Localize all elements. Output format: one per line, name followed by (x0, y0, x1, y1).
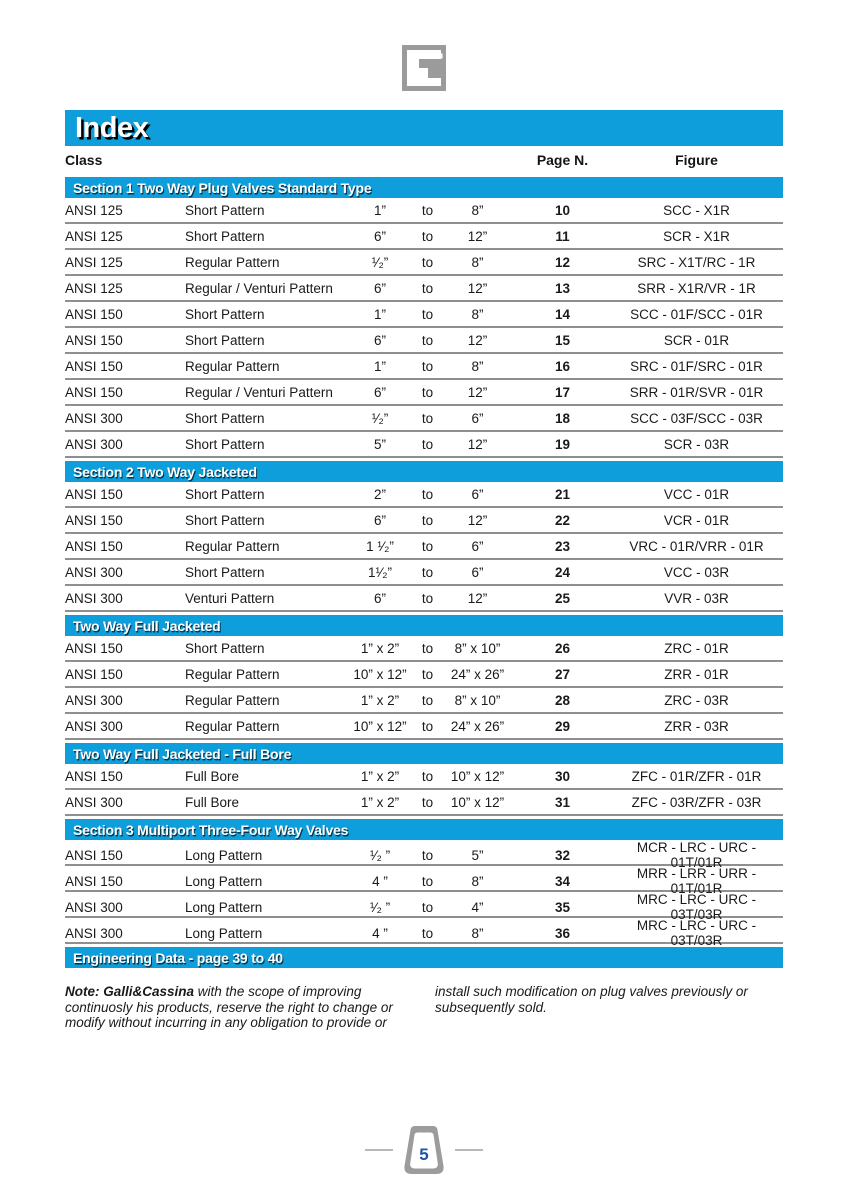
section-header-bar (65, 819, 783, 840)
class-cell: ANSI 150 (65, 306, 123, 322)
size-from-cell: 1” (373, 358, 386, 374)
class-cell: ANSI 150 (65, 332, 123, 348)
table-row (65, 432, 783, 458)
page-number-cell: 16 (554, 358, 571, 374)
size-to-cell: 12” (467, 384, 488, 400)
size-to-cell: 10” x 12” (450, 768, 505, 784)
figure-cell: ZRC - 01R (664, 640, 729, 656)
size-from-cell: 1” x 2” (360, 768, 400, 784)
class-cell: ANSI 300 (65, 410, 123, 426)
size-from-cell: ¹⁄₂ ” (369, 899, 391, 915)
pattern-cell: Short Pattern (185, 306, 265, 322)
page-title-bar (65, 110, 783, 146)
size-to-cell: 8” (471, 202, 484, 218)
size-to-cell: 12” (467, 436, 488, 452)
size-from-cell: 10” x 12” (353, 718, 407, 734)
to-label: to (421, 512, 434, 528)
to-label: to (421, 768, 434, 784)
size-to-cell: 12” (467, 332, 488, 348)
page-number-cell: 13 (554, 280, 571, 296)
class-cell: ANSI 125 (65, 280, 123, 296)
figure-cell: SCC - X1R (663, 202, 730, 218)
size-from-cell: 4 ” (372, 873, 388, 889)
size-to-cell: 6” (471, 410, 484, 426)
footer-left-rule (365, 1149, 393, 1151)
page-number-cell: 30 (554, 768, 571, 784)
size-from-cell: 6” (373, 590, 386, 606)
table-row (65, 276, 783, 302)
column-header-figure: Figure (675, 152, 718, 168)
section-header-bar (65, 615, 783, 636)
class-cell: ANSI 125 (65, 254, 123, 270)
pattern-cell: Short Pattern (185, 564, 265, 580)
class-cell: ANSI 150 (65, 768, 123, 784)
table-row (65, 714, 783, 740)
table-row (65, 380, 783, 406)
page-number-cell: 27 (554, 666, 571, 682)
pattern-cell: Short Pattern (185, 486, 265, 502)
size-to-cell: 6” (471, 564, 484, 580)
figure-cell: ZRR - 01R (664, 666, 729, 682)
footnote-left-column (65, 984, 421, 1031)
to-label: to (421, 306, 434, 322)
class-cell: ANSI 300 (65, 794, 123, 810)
class-cell: ANSI 300 (65, 899, 123, 915)
figure-cell: SCR - 01R (663, 332, 730, 348)
size-from-cell: 4 ” (372, 925, 388, 941)
figure-cell: VVR - 03R (664, 590, 729, 606)
pattern-cell: Regular / Venturi Pattern (185, 384, 333, 400)
table-row (65, 790, 783, 816)
footnote-right-column: install such modification on plug valves previously or subsequently sold. (435, 984, 748, 1015)
figure-cell: ZRR - 03R (664, 718, 729, 734)
page-number-cell: 21 (554, 486, 571, 502)
column-header-class: Class (65, 152, 103, 168)
table-row (65, 328, 783, 354)
page-number-cell: 18 (554, 410, 571, 426)
table-row (65, 688, 783, 714)
page-number-cell: 35 (554, 899, 571, 915)
page-number-cell: 26 (554, 640, 571, 656)
page-number-marker (401, 1125, 447, 1175)
column-header-page: Page N. (536, 152, 589, 168)
section-title: Engineering Data - page 39 to 40 (73, 949, 283, 966)
pattern-cell: Short Pattern (185, 436, 265, 452)
pattern-cell: Short Pattern (185, 512, 265, 528)
pattern-cell: Short Pattern (185, 410, 265, 426)
table-row (65, 534, 783, 560)
size-from-cell: ¹⁄₂” (371, 410, 389, 426)
class-cell: ANSI 300 (65, 564, 123, 580)
size-from-cell: 6” (373, 332, 386, 348)
size-from-cell: 1” (373, 202, 386, 218)
class-cell: ANSI 150 (65, 873, 123, 889)
figure-cell: ZFC - 01R/ZFR - 01R (631, 768, 762, 784)
size-to-cell: 8” (471, 306, 484, 322)
figure-cell: MRR - LRR - URR - 01T/01R (636, 866, 757, 896)
size-from-cell: 2” (373, 486, 386, 502)
to-label: to (421, 384, 434, 400)
size-to-cell: 6” (471, 538, 484, 554)
to-label: to (421, 254, 434, 270)
class-cell: ANSI 150 (65, 486, 123, 502)
section-title: Section 2 Two Way Jacketed (73, 463, 257, 480)
pattern-cell: Regular / Venturi Pattern (185, 280, 333, 296)
page-number-cell: 17 (554, 384, 571, 400)
to-label: to (421, 410, 434, 426)
pattern-cell: Short Pattern (185, 228, 265, 244)
size-from-cell: ¹⁄₂” (371, 254, 389, 270)
table-row (65, 406, 783, 432)
size-to-cell: 8” (471, 254, 484, 270)
section-title: Section 3 Multiport Three-Four Way Valves (73, 821, 349, 838)
size-from-cell: 6” (373, 512, 386, 528)
section-header-bar (65, 947, 783, 968)
to-label: to (421, 666, 434, 682)
figure-cell: SCC - 01F/SCC - 01R (630, 306, 763, 322)
section-header-bar (65, 743, 783, 764)
to-label: to (421, 590, 434, 606)
to-label: to (421, 538, 434, 554)
to-label: to (421, 794, 434, 810)
footnote (65, 984, 783, 1031)
figure-cell: VCC - 01R (663, 486, 730, 502)
size-from-cell: 1” (373, 306, 386, 322)
size-from-cell: 6” (373, 280, 386, 296)
index-table (65, 177, 783, 968)
page-number-cell: 25 (554, 590, 571, 606)
size-to-cell: 8” x 10” (454, 640, 501, 656)
page-number-cell: 28 (554, 692, 571, 708)
pattern-cell: Long Pattern (185, 899, 263, 915)
size-to-cell: 24” x 26” (450, 666, 505, 682)
class-cell: ANSI 150 (65, 358, 123, 374)
table-row (65, 302, 783, 328)
page-number-cell: 32 (554, 847, 571, 863)
size-to-cell: 8” (471, 925, 484, 941)
table-row (65, 198, 783, 224)
class-cell: ANSI 150 (65, 384, 123, 400)
size-to-cell: 8” (471, 873, 484, 889)
pattern-cell: Short Pattern (185, 640, 265, 656)
figure-cell: MRC - LRC - URC - 03T/03R (636, 918, 757, 948)
size-to-cell: 4” (471, 899, 484, 915)
pattern-cell: Regular Pattern (185, 718, 280, 734)
figure-cell: SCC - 03F/SCC - 03R (630, 410, 763, 426)
section-header-bar (65, 461, 783, 482)
page-number-cell: 19 (554, 436, 571, 452)
table-row (65, 224, 783, 250)
section-header-bar (65, 177, 783, 198)
figure-cell: SRC - X1T/RC - 1R (637, 254, 756, 270)
figure-cell: SCR - X1R (663, 228, 730, 244)
pattern-cell: Regular Pattern (185, 666, 280, 682)
to-label: to (421, 640, 434, 656)
table-row (65, 918, 783, 948)
size-from-cell: 6” (373, 384, 386, 400)
class-cell: ANSI 300 (65, 692, 123, 708)
table-column-headers (65, 146, 783, 174)
pattern-cell: Regular Pattern (185, 692, 280, 708)
footnote-left-text: with the scope of improving continuosly his products, reserve the right to change or modify without incurring in any obligation to provide or (65, 984, 393, 1030)
size-to-cell: 6” (471, 486, 484, 502)
page-number-cell: 15 (554, 332, 571, 348)
class-cell: ANSI 300 (65, 718, 123, 734)
pattern-cell: Regular Pattern (185, 358, 280, 374)
pattern-cell: Regular Pattern (185, 538, 280, 554)
to-label: to (421, 332, 434, 348)
page-number: 5 (419, 1145, 429, 1164)
pattern-cell: Long Pattern (185, 847, 263, 863)
table-row (65, 636, 783, 662)
class-cell: ANSI 125 (65, 202, 123, 218)
page-number-cell: 12 (554, 254, 571, 270)
class-cell: ANSI 300 (65, 590, 123, 606)
figure-cell: VRC - 01R/VRR - 01R (629, 538, 764, 554)
figure-cell: ZRC - 03R (664, 692, 729, 708)
size-to-cell: 12” (467, 228, 488, 244)
page-number-cell: 36 (554, 925, 571, 941)
to-label: to (421, 202, 434, 218)
page-number-cell: 22 (554, 512, 571, 528)
page-number-cell: 11 (555, 228, 570, 244)
size-from-cell: 6” (373, 228, 386, 244)
size-to-cell: 12” (467, 512, 488, 528)
class-cell: ANSI 150 (65, 847, 123, 863)
pattern-cell: Long Pattern (185, 873, 263, 889)
class-cell: ANSI 300 (65, 436, 123, 452)
pattern-cell: Short Pattern (185, 202, 265, 218)
to-label: to (421, 692, 434, 708)
figure-cell: SCR - 03R (663, 436, 730, 452)
class-cell: ANSI 300 (65, 925, 123, 941)
size-from-cell: 1” x 2” (360, 692, 400, 708)
to-label: to (421, 925, 434, 941)
section-title: Section 1 Two Way Plug Valves Standard Type (73, 179, 372, 196)
section-title: Two Way Full Jacketed (73, 617, 221, 634)
figure-cell: MCR - LRC - URC - 01T/01R (636, 840, 757, 870)
figure-cell: ZFC - 03R/ZFR - 03R (631, 794, 762, 810)
table-row (65, 892, 783, 922)
pattern-cell: Long Pattern (185, 925, 263, 941)
page-footer (0, 1124, 848, 1176)
page-number-cell: 14 (554, 306, 571, 322)
size-to-cell: 12” (467, 590, 488, 606)
figure-cell: SRC - 01F/SRC - 01R (630, 358, 763, 374)
size-to-cell: 24” x 26” (450, 718, 505, 734)
table-row (65, 508, 783, 534)
size-to-cell: 8” (471, 358, 484, 374)
size-from-cell: 1” x 2” (360, 640, 400, 656)
to-label: to (421, 847, 434, 863)
size-to-cell: 10” x 12” (450, 794, 505, 810)
table-row (65, 586, 783, 612)
to-label: to (421, 228, 434, 244)
size-from-cell: ¹⁄₂ ” (369, 847, 391, 863)
table-row (65, 482, 783, 508)
page-number-cell: 10 (554, 202, 571, 218)
table-row (65, 560, 783, 586)
table-row (65, 354, 783, 380)
page-title: Index (75, 111, 149, 144)
page-number-cell: 34 (554, 873, 571, 889)
section-title: Two Way Full Jacketed - Full Bore (73, 745, 292, 762)
page-number-cell: 23 (554, 538, 571, 554)
table-row (65, 250, 783, 276)
size-from-cell: 1 ¹⁄₂” (366, 538, 394, 554)
pattern-cell: Full Bore (185, 794, 240, 810)
table-row (65, 866, 783, 896)
pattern-cell: Venturi Pattern (185, 590, 275, 606)
class-cell: ANSI 150 (65, 666, 123, 682)
to-label: to (421, 358, 434, 374)
table-row (65, 840, 783, 870)
size-to-cell: 12” (467, 280, 488, 296)
figure-cell: VCR - 01R (663, 512, 730, 528)
table-row (65, 764, 783, 790)
page-number-cell: 29 (554, 718, 571, 734)
footnote-bold-lead: Note: Galli&Cassina (65, 984, 195, 999)
table-row (65, 662, 783, 688)
to-label: to (421, 718, 434, 734)
page-number-cell: 31 (554, 794, 571, 810)
figure-cell: SRR - 01R/SVR - 01R (629, 384, 764, 400)
class-cell: ANSI 150 (65, 538, 123, 554)
size-from-cell: 1¹⁄₂” (368, 564, 392, 580)
to-label: to (421, 873, 434, 889)
footer-right-rule (455, 1149, 483, 1151)
class-cell: ANSI 125 (65, 228, 123, 244)
figure-cell: SRR - X1R/VR - 1R (637, 280, 756, 296)
page-number-cell: 24 (554, 564, 571, 580)
pattern-cell: Full Bore (185, 768, 240, 784)
to-label: to (421, 280, 434, 296)
figure-cell: VCC - 03R (663, 564, 730, 580)
pattern-cell: Regular Pattern (185, 254, 280, 270)
size-to-cell: 5” (471, 847, 484, 863)
class-cell: ANSI 150 (65, 640, 123, 656)
figure-cell: MRC - LRC - URC - 03T/03R (636, 892, 757, 922)
to-label: to (421, 899, 434, 915)
size-to-cell: 8” x 10” (454, 692, 501, 708)
size-from-cell: 1” x 2” (360, 794, 400, 810)
class-cell: ANSI 150 (65, 512, 123, 528)
to-label: to (421, 564, 434, 580)
pattern-cell: Short Pattern (185, 332, 265, 348)
to-label: to (421, 436, 434, 452)
size-from-cell: 5” (373, 436, 386, 452)
size-from-cell: 10” x 12” (353, 666, 407, 682)
to-label: to (421, 486, 434, 502)
